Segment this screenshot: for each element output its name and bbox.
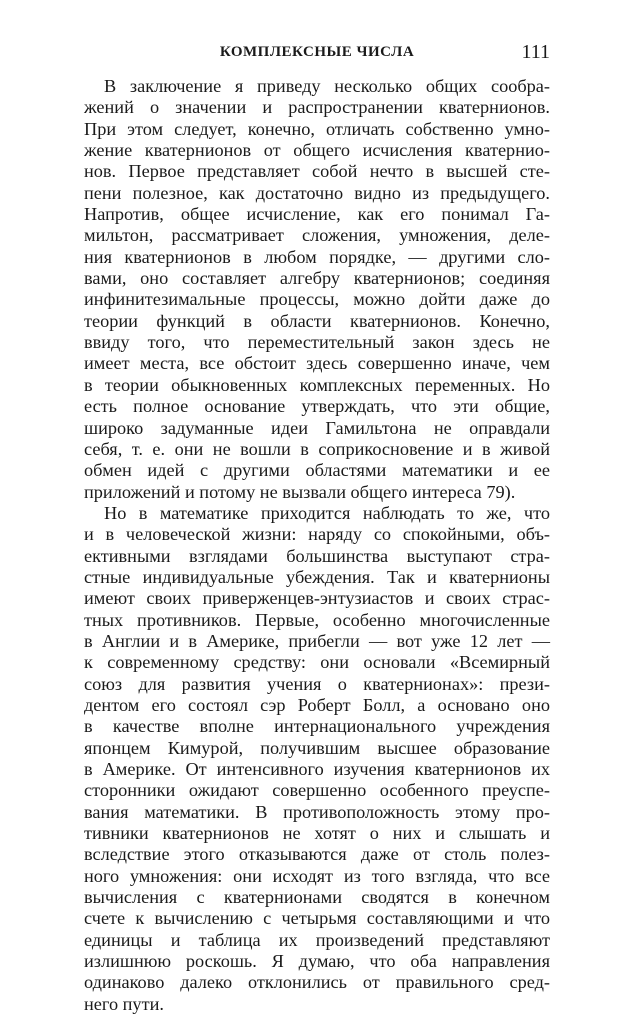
text-line: вычисления с кватернионами сводятся в конечном (84, 887, 550, 908)
text-line: ективными взглядами большинства выступают стра- (84, 545, 550, 566)
text-line: в качестве вполне интернационального учреждения (84, 716, 550, 737)
text-line: единицы и таблица их произведений представляют (84, 929, 550, 950)
text-line: в Америке. От интенсивного изучения кватернионов их (84, 759, 550, 779)
text-line: нов. Первое представляет собой нечто в высшей сте- (84, 161, 550, 182)
text-line: в теории обыкновенных комплексных переменных. Но (84, 374, 550, 395)
text-line: есть полное основание утверждать, что эти общие, (84, 396, 550, 417)
text-line: японцем Кимурой, получившим высшее образование (84, 737, 550, 758)
text-line: стные индивидуальные убеждения. Так и кватернионы (84, 566, 550, 587)
text-line: приложений и потому не вызвали общего интереса 79). (84, 481, 516, 502)
running-title: КОМПЛЕКСНЫЕ ЧИСЛА (219, 44, 415, 60)
body-text (84, 76, 550, 1015)
text-line: тивники кватернионов не хотят о них и слышать и (84, 823, 550, 844)
text-line: пени полезное, как достаточно видно из предыдущего. (84, 182, 550, 203)
text-line: ного умножения: они исходят из того взгляда, что все (84, 865, 550, 886)
text-line: дентом его состоял сэр Роберт Болл, а основано оно (84, 694, 550, 715)
text-line: счете к вычислению с четырьмя составляющими и что (84, 908, 550, 929)
page-number: 111 (521, 41, 550, 63)
text-line: Напротив, общее исчисление, как его понимал Га- (84, 204, 550, 225)
text-line: излишнюю роскошь. Я думаю, что оба направления (84, 951, 550, 972)
text-line: союз для развития учения о кватернионах»: прези- (84, 673, 550, 694)
text-line: имеют своих приверженцев-энтузиастов и своих страс- (84, 588, 550, 609)
text-line: тных противников. Первые, особенно многочисленные (84, 609, 550, 630)
text-line: к современному средству: они основали «Всемирный (84, 652, 550, 673)
text-line: вания математики. В противоположность этому про- (84, 801, 550, 822)
text-line: теории функций в области кватернионов. Конечно, (84, 310, 550, 331)
text-line: и в человеческой жизни: наряду со спокойными, объ- (84, 524, 550, 545)
text-line: одинаково далеко отклонились от правильного сред- (84, 972, 550, 993)
text-line: жение кватернионов от общего исчисления кватернио- (84, 140, 550, 161)
page-header (84, 41, 550, 68)
text-line: Но в математике приходится наблюдать то же, что (104, 502, 550, 523)
text-line: сторонники ожидают совершенно особенного преуспе- (84, 780, 550, 801)
text-line: вследствие этого отказываются даже от столь полез- (84, 844, 550, 865)
text-line: ввиду того, что переместительный закон здесь не (84, 332, 550, 353)
text-line: имеет места, все обстоит здесь совершенно иначе, чем (84, 353, 550, 374)
text-line: жений о значении и распространении кватернионов. (84, 97, 550, 118)
text-line: вами, оно составляет алгебру кватернионов; соединяя (84, 268, 550, 289)
text-line: При этом следует, конечно, отличать собственно умно- (84, 118, 550, 139)
text-line: ния кватернионов в любом порядке, — другими сло- (84, 246, 550, 267)
text-line: широко задуманные идеи Гамильтона не оправдали (84, 417, 550, 438)
text-line: инфинитезимальные процессы, можно дойти даже до (84, 289, 550, 310)
text-line: в Англии и в Америке, прибегли — вот уже 12 лет — (84, 630, 550, 651)
text-line: него пути. (84, 993, 164, 1014)
text-line: мильтон, рассматривает сложения, умножения, деле- (84, 225, 550, 246)
text-line: обмен идей с другими областями математики и ее (84, 460, 550, 481)
text-line: В заключение я приведу несколько общих сообра- (104, 76, 550, 96)
text-line: себя, т. е. они не вошли в соприкосновение и в живой (84, 438, 550, 459)
